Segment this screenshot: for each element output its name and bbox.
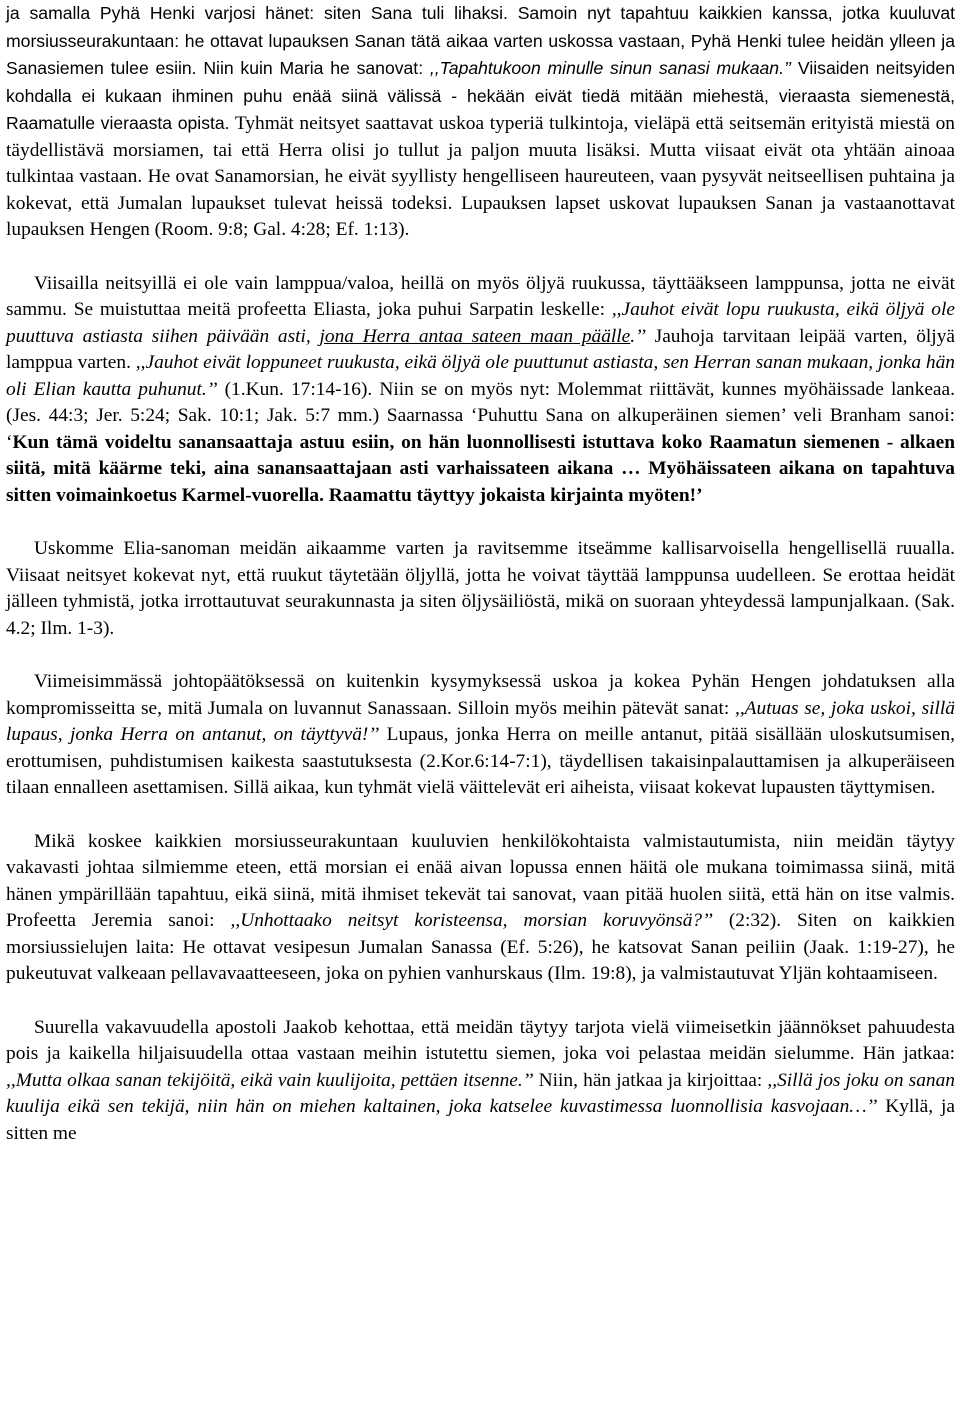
p3-text: Uskomme Elia-sanoman meidän aikaamme varten ja ravitsemme itseämme kallisarvoisella hengellisellä ruualla. Viisaat neitsyet kokevat nyt, että ruukut täytetään öljyllä, jotta he voivat täyttää lamppunsa uudelleen. Se erottaa heidät jälleen tyhmistä, jotka irrottautuvat seurakunnasta ja siten öljysäiliöstä, mikä on suoraan yhteydessä lampunjalkaan. (Sak. 4.2; Ilm. 1-3). [6,538,955,639]
paragraph-spacer [6,988,955,1015]
p6-text-continues: Niin, hän jatkaa ja kirjoittaa: [533,1069,768,1091]
paragraph-spacer [6,509,955,536]
p2-quote-elijah: ,,Jauhot eivät loppuneet ruukusta, eikä öljyä ole puuttunut astiasta, sen Herran sanan mukaan, jonka hän oli Elian kautta puhunut.’’ [6,352,955,400]
p2-quote-rain-underlined: jona Herra antaa sateen maan päälle [319,325,631,347]
p2-text-bread: Jauhoja tarvitaan leipää varten, öljyä lamppua varten. [6,325,955,373]
p1-text-foolish: Tyhmät neitsyet saattavat uskoa typeriä tulkintoja, vieläpä että seitsemän erityistä miestä on täydellistävä morsiamen, tai että Herra olisi jo tullut ja paljon muuta lisäksi. Mutta viisaat eivät ota yhtään ainoaa tulkintaa vastaan. He ovat Sanamorsian, he eivät syyllisty hengelliseen haureuteen, vaan pysyvät neitseellisen puhtaina ja kokevat, että Jumalan lupaukset tulevat heissä todeksi. Lupauksen lapset uskovat lupauksen Sanan ja vastaanottavat lupauksen Hengen (Room. 9:8; Gal. 4:28; Ef. 1:13). [6,113,955,240]
paragraph-2 [6,271,955,510]
p2-bold-branham-quote: Kun tämä voideltu sanansaattaja astuu esiin, on hän luonnollisesti istuttava koko Raamatun siemenen - alkaen siitä, mitä käärme teki, aina sanansaattajaan asti varhaissateen aikana … Myöhäissateen aikana on tapahtuva sitten voimainkoetus Karmel-vuorella. Raamattu täyttyy jokaista kirjainta myöten!’ [6,431,955,506]
p5-quote-jeremiah: ,,Unhottaako neitsyt koristeensa, morsian koruvyönsä?’’ [230,910,713,931]
paragraph-5 [6,829,955,988]
paragraph-3 [6,536,955,642]
p6-quote-mirror: ,,Sillä jos joku on sanan kuulija eikä sen tekijä, niin hän on miehen kaltainen, joka katselee kuvastimessa luonnollisia kasvojaan…’’ [6,1069,955,1117]
paragraph-spacer [6,244,955,271]
p1-text-virgins: Viisaiden neitsyiden kohdalla ei kukaan ihminen puhu enää siinä välissä - hekään eivät tiedä mitään miehestä, vieraasta siemenestä, Raamatulle vieraasta opista. [6,58,955,133]
p6-text-end: Kyllä, ja sitten me [6,1096,955,1144]
p4-text-conclusion: Viimeisimmässä johtopäätöksessä on kuitenkin kysymyksessä uskoa ja kokea Pyhän Hengen johdatuksen alla kompromisseitta se, mitä Jumala on luvannut Sanassaan. Silloin myös meihin pätevät sanat: [6,671,955,719]
p2-quote-end: .’’ [630,325,646,347]
p2-text-rain: (1.Kun. 17:14-16). Niin se on myös nyt: Molemmat riittävät, kunnes myöhäissade lankeaa. (Jes. 44:3; Jer. 5:24; Sak. 10:1; Jak. 5:7 mm.) Saarnassa ‘Puhuttu Sana on alkuperäinen siemen’ veli Branham sanoi: ‘ [6,378,955,453]
paragraph-4 [6,669,955,802]
p4-text-promise: Lupaus, jonka Herra on meille antanut, pitää sisällään uloskutsumisen, erottumisen, puhdistumisen kaikesta saastutuksesta (2.Kor.6:14-7:1), täydellisen takaisinpalauttamisen ja alkuperäiseen tilaan ennalleen asettamisen. Sillä aikaa, kun tyhmät vielä väittelevät eri aiheista, viisaat kokevat lupausten täyttymisen. [6,724,955,798]
p1-quote-mary: ,,Tapahtukoon minulle sinun sanasi mukaan.’’ [429,58,792,78]
p1-text-sans: ja samalla Pyhä Henki varjosi hänet: siten Sana tuli lihaksi. Samoin nyt tapahtuu kaikkien kanssa, jotka kuuluvat morsiusseurakuntaan: he ottavat lupauksen Sanan tätä aikaa varten uskossa vastaan, Pyhä Henki tulee heidän ylleen ja Sanasiemen tulee esiin. Niin kuin Maria he sanovat: [6,3,955,78]
p2-text-oil: Viisailla neitsyillä ei ole vain lamppua/valoa, heillä on myös öljyä ruukussa, täyttääkseen lamppunsa, jotta ne eivät sammu. Se muistuttaa meitä profeetta Eliasta, joka puhui Sarpatin leskelle: [6,272,955,320]
p2-quote-flour: ,,Jauhot eivät lopu ruukusta, eikä öljyä ole puuttuva astiasta siihen päivään asti, [6,299,955,347]
p5-text-bride: (2:32). Siten on kaikkien morsiussielujen laita: He ottavat vesipesun Jumalan Sanassa (Ef. 5:26), he katsovat Sanan peiliin (Jaak. 1:19-27), he pukeutuvat valkeaan pellavavaatteeseen, joka on pyhien vanhurskaus (Ilm. 19:8), ja valmistautuvat Yljän kohtaamiseen. [6,910,955,984]
paragraph-6 [6,1015,955,1148]
paragraph-spacer [6,642,955,669]
document-page [6,0,955,1147]
p4-quote-blessed: ,,Autuas se, joka uskoi, sillä lupaus, jonka Herra on antanut, on täyttyvä!’’ [6,697,955,745]
paragraph-spacer [6,802,955,829]
paragraph-1 [6,0,955,244]
p5-text-preparation: Mikä koskee kaikkien morsiusseurakuntaan kuuluvien henkilökohtaista valmistautumista, niin meidän täytyy vakavasti johtaa silmiemme eteen, että morsian ei enää aivan lopussa ennen häitä ole mukana toimimassa siinä, mitä hänen ympärillään tapahtuu, eikä siinä, mitä ihmiset tekevät tai sanovat, vaan pitää huolen siitä, että hän on itse valmis. Profeetta Jeremia sanoi: [6,830,955,931]
p6-text-james: Suurella vakavuudella apostoli Jaakob kehottaa, että meidän täytyy tarjota vielä viimeisetkin jäännökset pahuudesta pois ja kaikella hiljaisuudella ottaa vastaan meihin istutettu siemen, joka voi pelastaa meidän sielumme. Hän jatkaa: [6,1016,955,1064]
p6-quote-doers: ,,Mutta olkaa sanan tekijöitä, eikä vain kuulijoita, pettäen itsenne.’’ [6,1069,534,1091]
